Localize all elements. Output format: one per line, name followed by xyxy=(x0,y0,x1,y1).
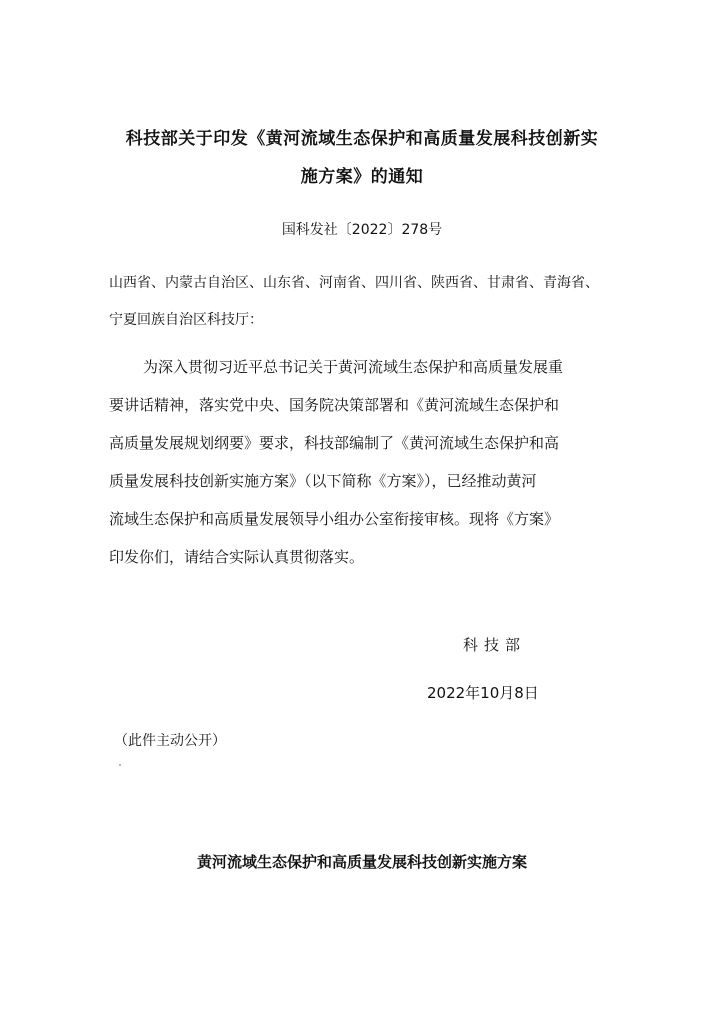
notice-title-line-2: 施方案》的通知 xyxy=(300,167,424,187)
recipients-block xyxy=(109,265,619,339)
recipients-line: 山西省、内蒙古自治区、山东省、河南省、四川省、陕西省、甘肃省、青海省、 xyxy=(109,275,599,291)
plan-title: 黄河流域生态保护和高质量发展科技创新实施方案 xyxy=(196,853,527,871)
notice-title-line-1: 科技部关于印发《黄河流域生态保护和高质量发展科技创新实 xyxy=(125,129,599,149)
body-line: 流域生态保护和高质量发展领导小组办公室衔接审核。现将《方案》 xyxy=(109,510,560,528)
body-line: 印发你们，请结合实际认真贯彻落实。 xyxy=(109,548,365,566)
recipients-line: 宁夏回族自治区科技厅： xyxy=(109,312,263,328)
issuer-signature: 科技部 xyxy=(463,636,527,654)
notice-body xyxy=(109,348,619,576)
body-line: 要讲话精神，落实党中央、国务院决策部署和《黄河流域生态保护和 xyxy=(109,396,560,414)
body-line: 质量发展科技创新实施方案》（以下简称《方案》），已经推动黄河 xyxy=(109,472,537,490)
document-number: 国科发社〔2022〕278号 xyxy=(281,222,443,238)
body-line: 为深入贯彻习近平总书记关于黄河流域生态保护和高质量发展重 xyxy=(143,358,564,376)
disclosure-note: （此件主动公开） xyxy=(114,733,226,749)
issue-date: 2022年10月8日 xyxy=(427,684,539,702)
scan-artifact xyxy=(119,764,121,766)
body-line: 高质量发展规划纲要》要求，科技部编制了《黄河流域生态保护和高 xyxy=(109,434,560,452)
